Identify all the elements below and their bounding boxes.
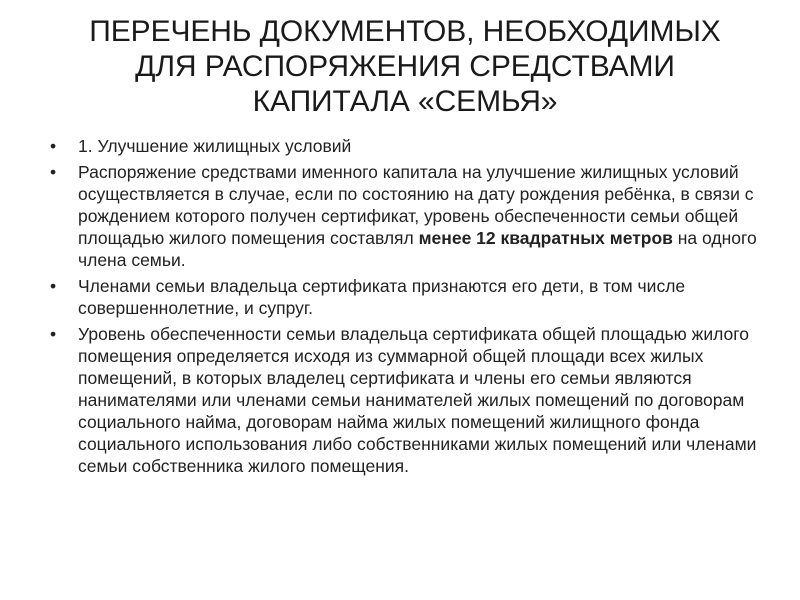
slide-title xyxy=(50,14,760,119)
title-line-1: ПЕРЕЧЕНЬ ДОКУМЕНТОВ, НЕОБХОДИМЫХ xyxy=(89,15,721,48)
bullet-marker: • xyxy=(50,136,57,156)
bullet-text-bold: менее 12 квадратных метров xyxy=(418,228,673,248)
bullet-marker: • xyxy=(50,276,57,296)
bullet-item-family-members xyxy=(50,275,760,319)
bullet-item-disposal-conditions xyxy=(50,161,760,271)
bullet-marker: • xyxy=(50,162,57,182)
bullet-item-housing-improvement xyxy=(50,135,760,157)
bullet-text: Распоряжение средствами именного капитала на улучшение жилищных условий осуществляется в случае, если по состоянию на дату рождения ребёнка, в связи с рождением которого получен сертификат, уровень обеспеченности семьи общей площадью жилого помещения составлял xyxy=(78,162,754,248)
bullet-item-provision-level xyxy=(50,323,760,477)
bullet-text-end: на одного члена семьи. xyxy=(78,228,757,270)
bullet-text: Членами семьи владельца сертификата признаются его дети, в том числе совершеннолетние, и супруг. xyxy=(78,276,686,318)
bullet-text: 1. Улучшение жилищных условий xyxy=(78,136,352,156)
title-line-2: ДЛЯ РАСПОРЯЖЕНИЯ СРЕДСТВАМИ xyxy=(135,50,675,83)
bullet-text: Уровень обеспеченности семьи владельца сертификата общей площадью жилого помещения определяется исходя из суммарной общей площади всех жилых помещений, в которых владелец сертификата и члены его семьи являются нанимателями или членами семьи нанимателей жилых помещений по договорам социального найма, договорам найма жилых помещений жилищного фонда социального использования либо собственниками жилых помещений или членами семьи собственника жилого помещения. xyxy=(78,324,757,476)
bullet-marker: • xyxy=(50,324,57,344)
title-line-3: КАПИТАЛА «СЕМЬЯ» xyxy=(252,85,558,118)
bullet-list xyxy=(50,135,760,477)
